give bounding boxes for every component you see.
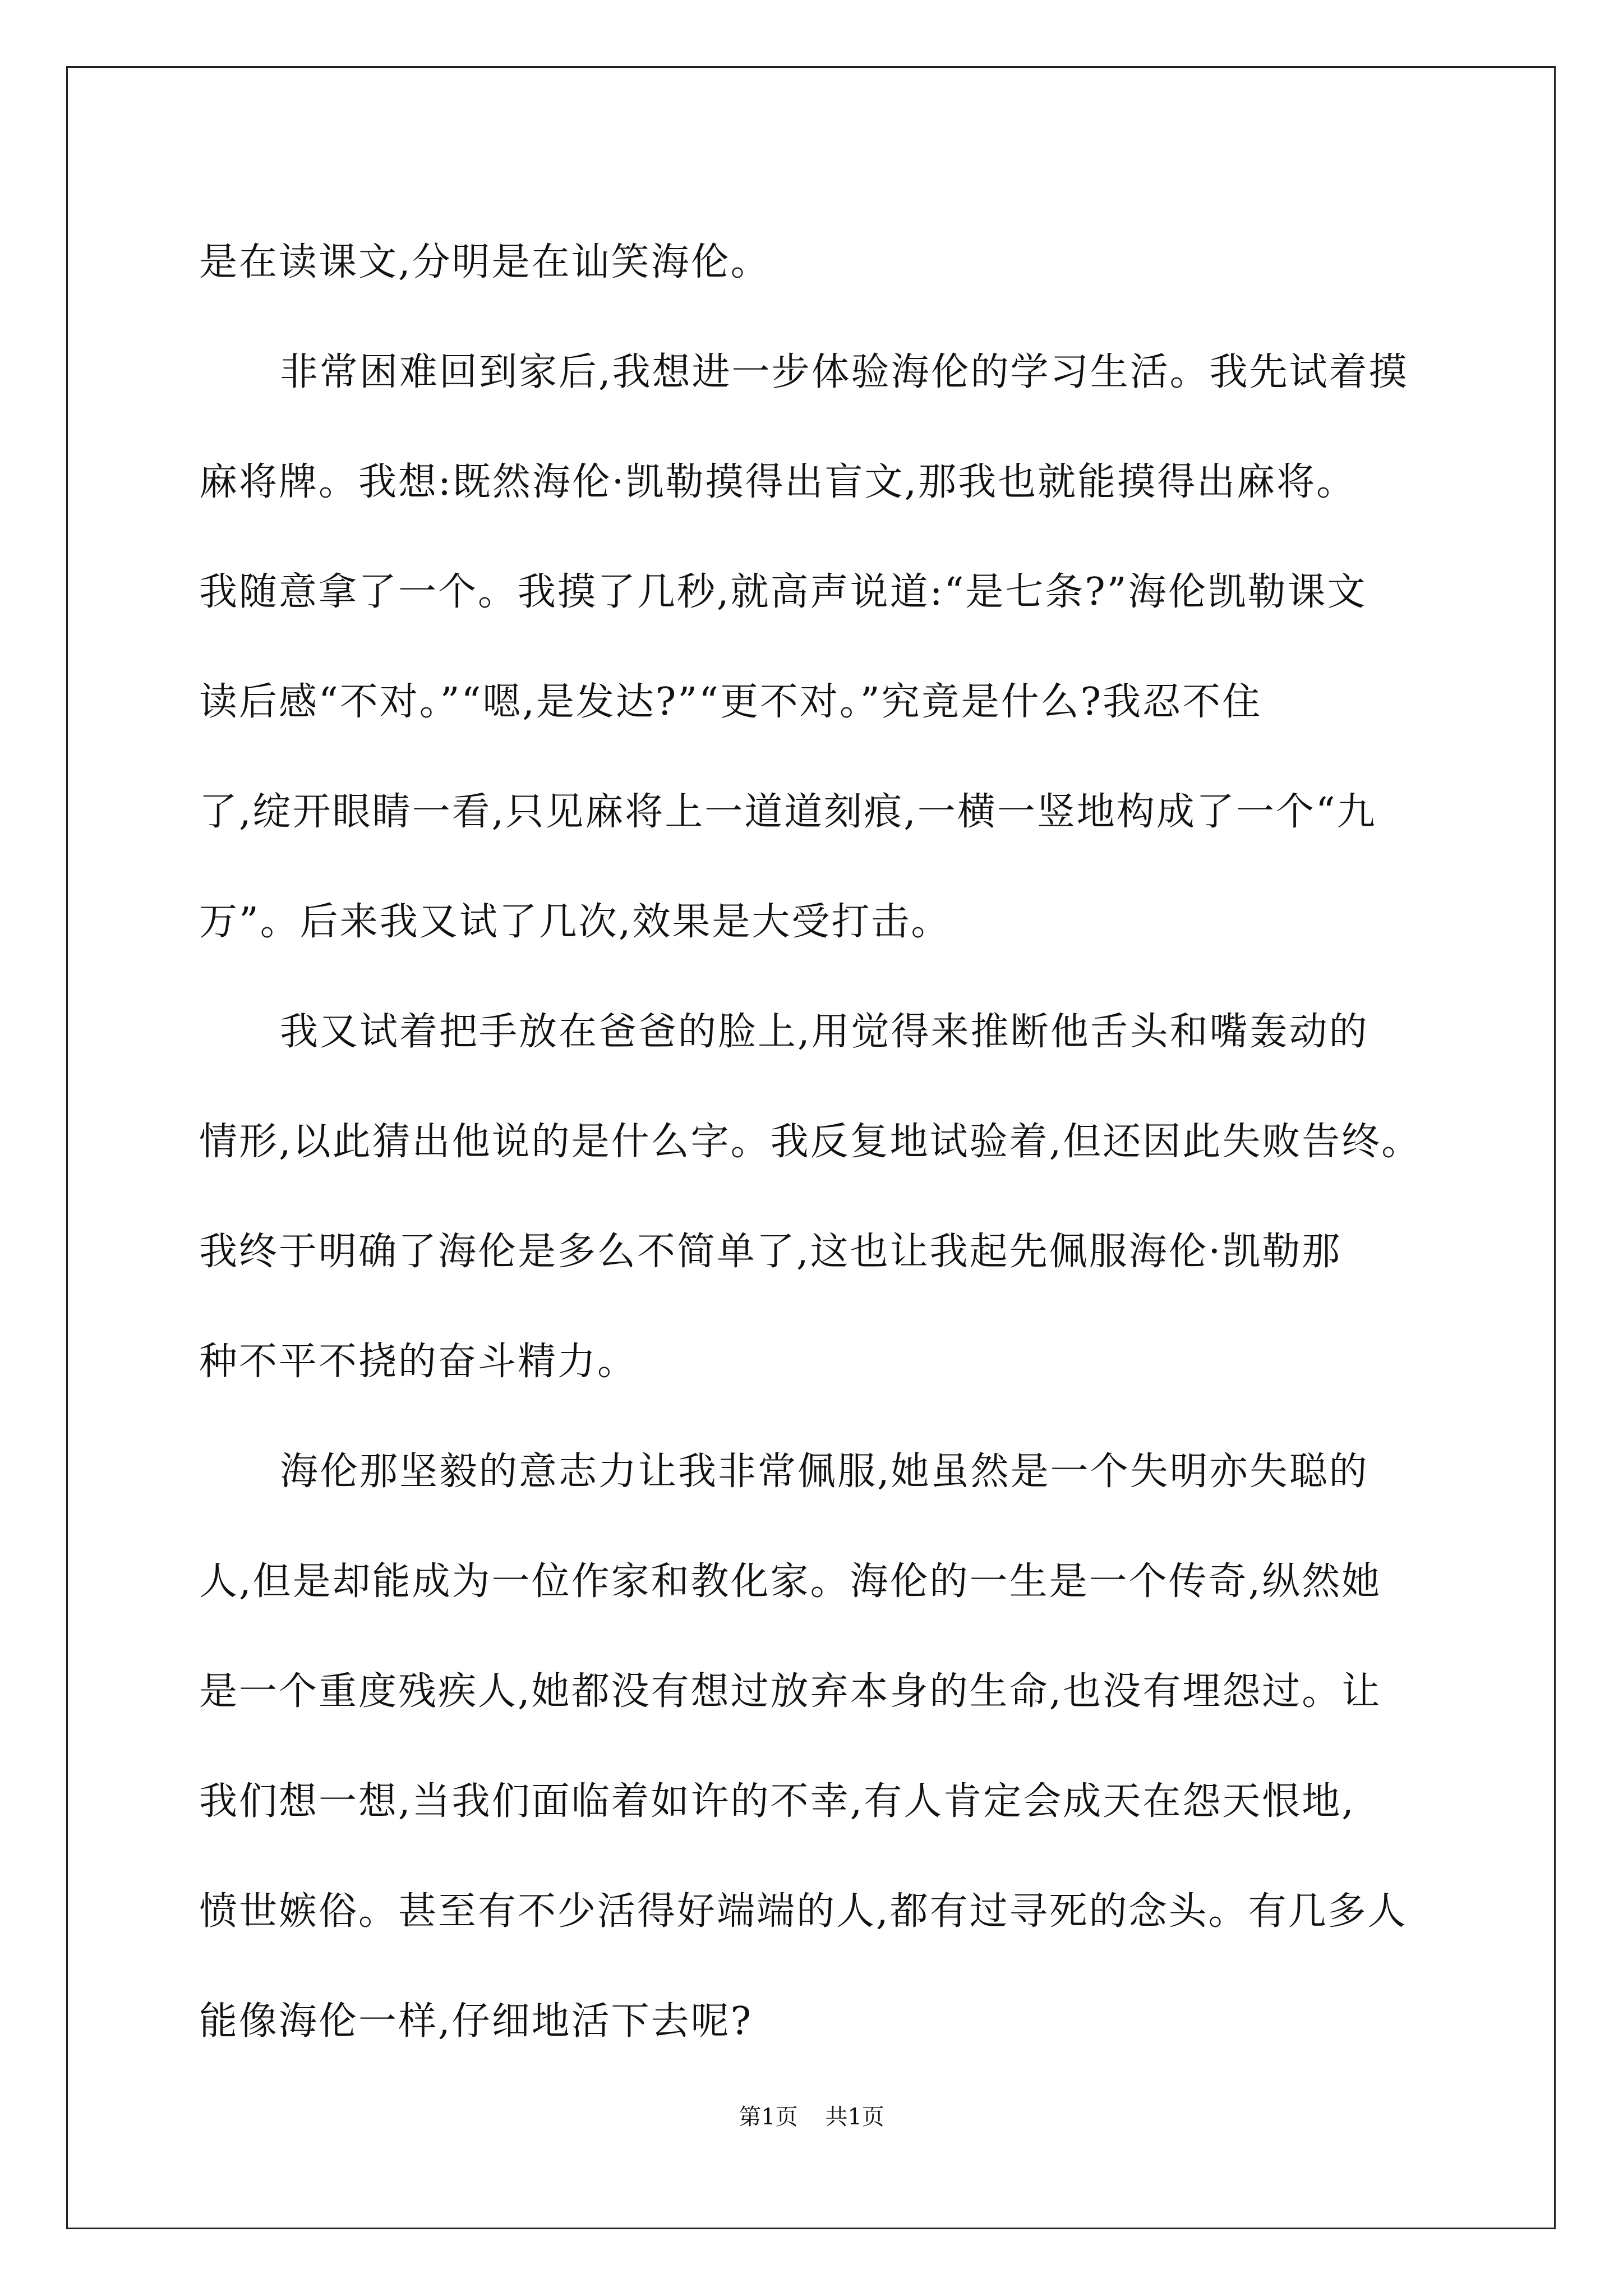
document-body <box>199 208 1467 2077</box>
text-line: 了,绽开眼睛一看,只见麻将上一道道刻痕,一横一竖地构成了一个“九 <box>199 790 1377 834</box>
text-line: 我终于明确了海伦是多么不简单了,这也让我起先佩服海伦·凯勒那 <box>199 1230 1342 1274</box>
text-line: 我随意拿了一个。我摸了几秒,就高声说道:“是七条?”海伦凯勒课文 <box>199 570 1367 614</box>
text-line: 情形,以此猜出他说的是什么字。我反复地试验着,但还因此失败告终。 <box>199 1120 1422 1164</box>
page-footer <box>0 2099 1623 2131</box>
text-line: 非常困难回到家后,我想进一步体验海伦的学习生活。我先试着摸 <box>280 350 1409 394</box>
text-line: 我们想一想,当我们面临着如许的不幸,有人肯定会成天在怨天恨地, <box>199 1779 1355 1824</box>
text-line: 我又试着把手放在爸爸的脸上,用觉得来推断他舌头和嘴轰动的 <box>280 1010 1369 1054</box>
text-line: 种不平不挠的奋斗精力。 <box>199 1340 638 1384</box>
text-line: 麻将牌。我想:既然海伦·凯勒摸得出盲文,那我也就能摸得出麻将。 <box>199 460 1357 504</box>
text-line: 愤世嫉俗。甚至有不少活得好端端的人,都有过寻死的念头。有几多人 <box>199 1889 1408 1934</box>
text-line: 万”。后来我又试了几次,效果是大受打击。 <box>199 900 951 944</box>
text-line: 能像海伦一样,仔细地活下去呢? <box>199 1999 753 2044</box>
page-number: 第1页 <box>739 2104 798 2130</box>
page-total: 共1页 <box>825 2104 884 2130</box>
text-line: 读后感“不对。”“嗯,是发达?”“更不对。”究竟是什么?我忍不住 <box>199 680 1262 724</box>
text-line: 是在读课文,分明是在讪笑海伦。 <box>199 240 771 284</box>
text-line: 海伦那坚毅的意志力让我非常佩服,她虽然是一个失明亦失聪的 <box>280 1450 1369 1494</box>
text-line: 人,但是却能成为一位作家和教化家。海伦的一生是一个传奇,纵然她 <box>199 1559 1382 1604</box>
text-line: 是一个重度残疾人,她都没有想过放弃本身的生命,也没有埋怨过。让 <box>199 1669 1382 1714</box>
